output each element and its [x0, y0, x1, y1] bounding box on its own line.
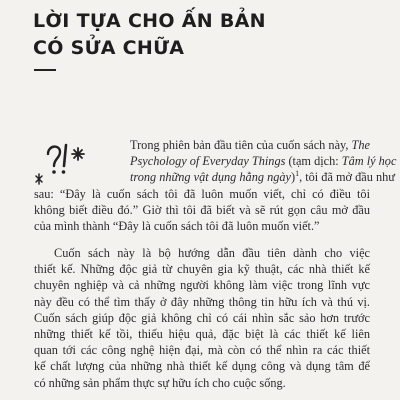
translated-title-italic: Tâm lý học — [341, 154, 397, 169]
text-span: ) — [290, 170, 296, 185]
text-line: thiết kế. Những độc giả từ chuyên gia kỹ thuật, các nhà thiết kế — [34, 262, 370, 277]
text-line — [34, 137, 370, 153]
text-line: Cuốn sách giúp độc giả không chỉ có cái nhìn sắc sảo hơn trước — [34, 310, 370, 325]
text-span: (tạm dịch: — [285, 154, 342, 169]
text-line: không biết điều đó.” Giờ thì tôi đã biết và sẽ rút gọn câu mở đầu — [34, 202, 370, 217]
text-line: chuyên nghiệp và cả những người không làm việc trong lĩnh vực — [34, 278, 370, 293]
text-span: , tôi đã mở đầu như — [299, 170, 395, 185]
text-line: những thiết kế tồi, thiếu hiệu quả, đặc biệt là các thiết kế liên — [34, 327, 370, 342]
text-line: có những sản phẩm thực sự hữu ích cho cuộc sống. — [34, 375, 286, 390]
chapter-title — [33, 8, 266, 62]
footnote-marker: 1 — [295, 169, 300, 179]
title-underline — [34, 69, 56, 71]
intro-paragraph — [34, 137, 397, 234]
translated-title-italic: trong những vật dụng hằng ngày — [130, 170, 291, 185]
text-line: của mình thành “Đây là cuốn sách tôi đã luôn muốn viết.” — [34, 219, 320, 234]
text-line: Cuốn sách này là bộ hướng dẫn đầu tiên dành cho việc — [54, 246, 370, 260]
text-line: sau: “Đây là cuốn sách tôi đã luôn muốn viết, chỉ có điều tôi — [34, 186, 370, 201]
chapter-title-line-2: CÓ SỬA CHỮA — [33, 37, 185, 59]
text-line: quan tới các công nghệ hiện đại, mà còn có thể nhìn ra các thiết — [34, 343, 370, 358]
book-title-italic: Psychology of Everyday Things — [130, 154, 286, 169]
chapter-title-line-1: LỜI TỰA CHO ẤN BẢN — [33, 10, 266, 32]
text-line: kế chất lượng của những nhà thiết kế dụng công và dụng tâm để — [34, 359, 370, 374]
book-title-italic: The — [351, 138, 370, 152]
text-line — [34, 153, 397, 169]
text-line — [34, 169, 395, 185]
text-span: Trong phiên bản đầu tiên của cuốn sách này, — [130, 138, 352, 152]
text-line: này đều có thể tìm thấy ở đây những thông tin hữu ích và thú vị. — [34, 294, 370, 309]
body-paragraph — [34, 245, 370, 391]
